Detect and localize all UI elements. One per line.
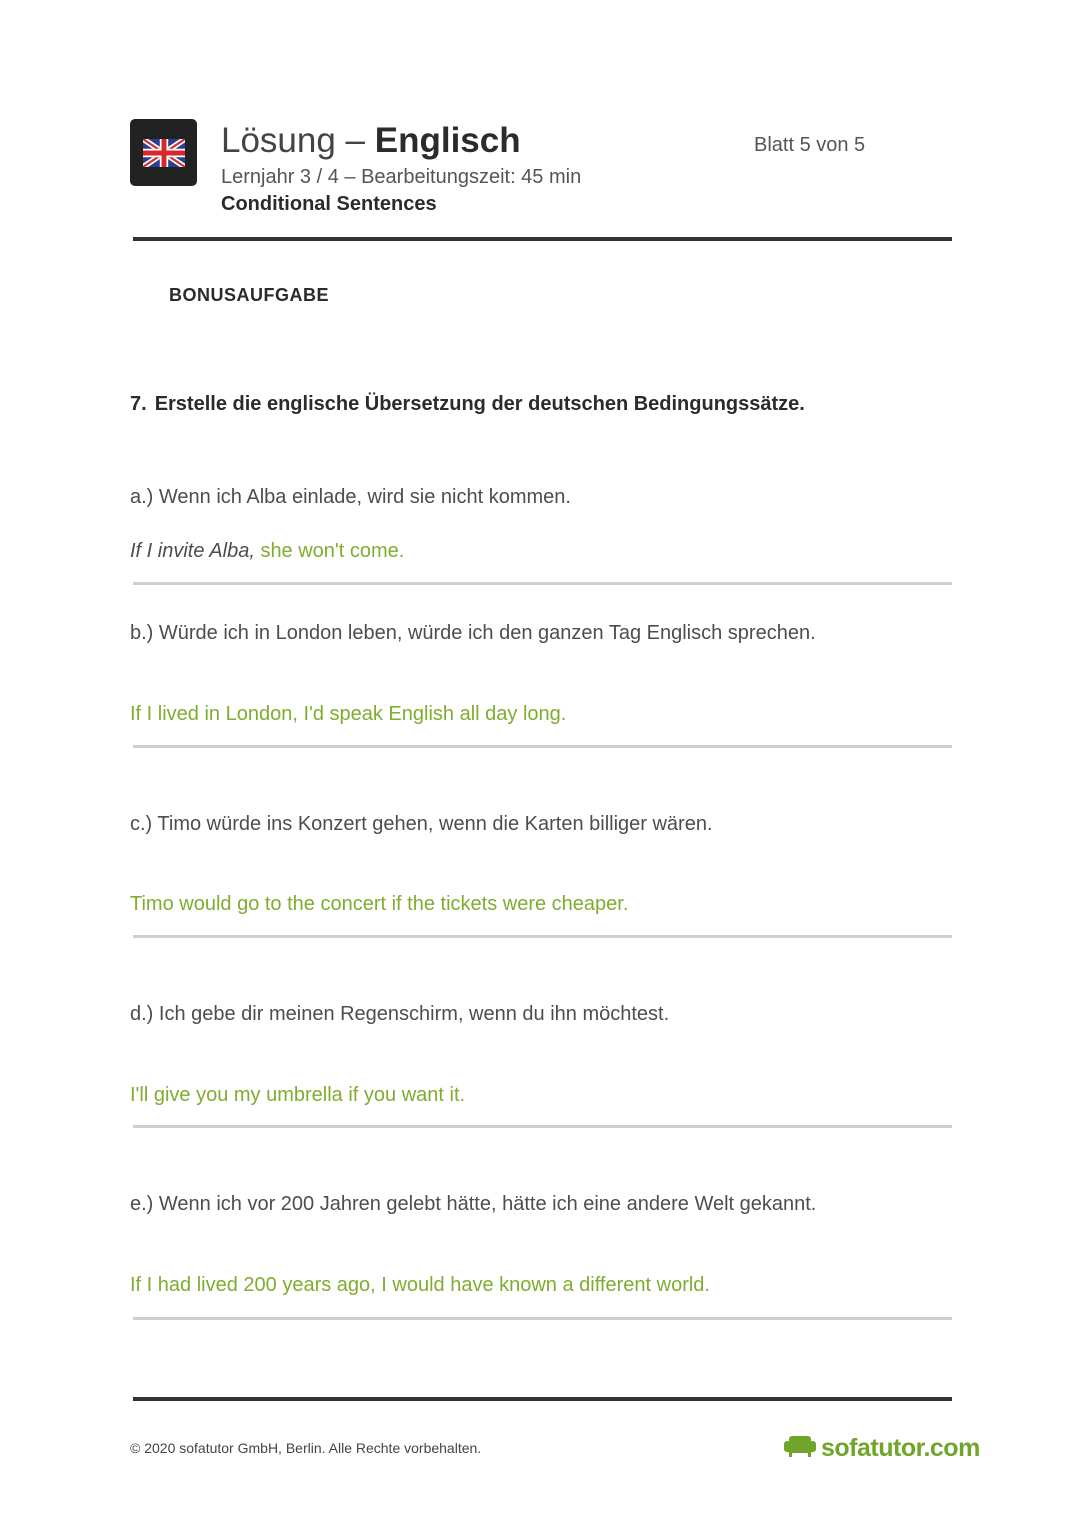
sofa-icon — [784, 1434, 816, 1463]
answer-a-text: she won't come. — [260, 540, 405, 562]
question-d: d.) Ich gebe dir meinen Regenschirm, wenn du ihn möchtest. — [130, 1003, 670, 1025]
uk-flag-icon — [130, 119, 197, 186]
question-b: b.) Würde ich in London leben, würde ich den ganzen Tag Englisch sprechen. — [130, 622, 816, 644]
answer-d: I'll give you my umbrella if you want it. — [130, 1084, 466, 1106]
answer-c: Timo would go to the concert if the tickets were cheaper. — [130, 893, 629, 915]
answer-line-d — [133, 1125, 952, 1128]
copyright-text: © 2020 sofatutor GmbH, Berlin. Alle Rechte vorbehalten. — [130, 1440, 482, 1456]
answer-a-given: If I invite Alba, — [130, 540, 255, 562]
answer-line-a — [133, 582, 952, 585]
section-label: BONUSAUFGABE — [169, 285, 330, 305]
question-a: a.) Wenn ich Alba einlade, wird sie nicht kommen. — [130, 486, 571, 508]
header-divider — [133, 237, 952, 241]
meta-info: Lernjahr 3 / 4 – Bearbeitungszeit: 45 min — [221, 166, 582, 188]
question-c: c.) Timo würde ins Konzert gehen, wenn die Karten billiger wären. — [130, 813, 713, 835]
answer-line-c — [133, 935, 952, 938]
brand-name: sofatutor.com — [821, 1434, 980, 1462]
question-e: e.) Wenn ich vor 200 Jahren gelebt hätte, hätte ich eine andere Welt gekannt. — [130, 1193, 817, 1215]
answer-line-b — [133, 745, 952, 748]
sheet-number: Blatt 5 von 5 — [754, 134, 866, 156]
answer-a — [130, 540, 404, 563]
title-prefix: Lösung – — [221, 121, 375, 160]
answer-e: If I had lived 200 years ago, I would have known a different world. — [130, 1274, 710, 1296]
task-number: 7. — [130, 393, 147, 415]
footer-divider — [133, 1397, 952, 1401]
title-subject: Englisch — [374, 121, 521, 160]
brand-logo[interactable] — [784, 1434, 980, 1463]
topic-title: Conditional Sentences — [221, 193, 437, 215]
task-instruction — [130, 393, 805, 416]
task-text: Erstelle die englische Übersetzung der deutschen Bedingungssätze. — [154, 393, 805, 415]
answer-line-e — [133, 1317, 952, 1320]
page-title — [221, 119, 521, 163]
answer-b: If I lived in London, I'd speak English all day long. — [130, 703, 567, 725]
